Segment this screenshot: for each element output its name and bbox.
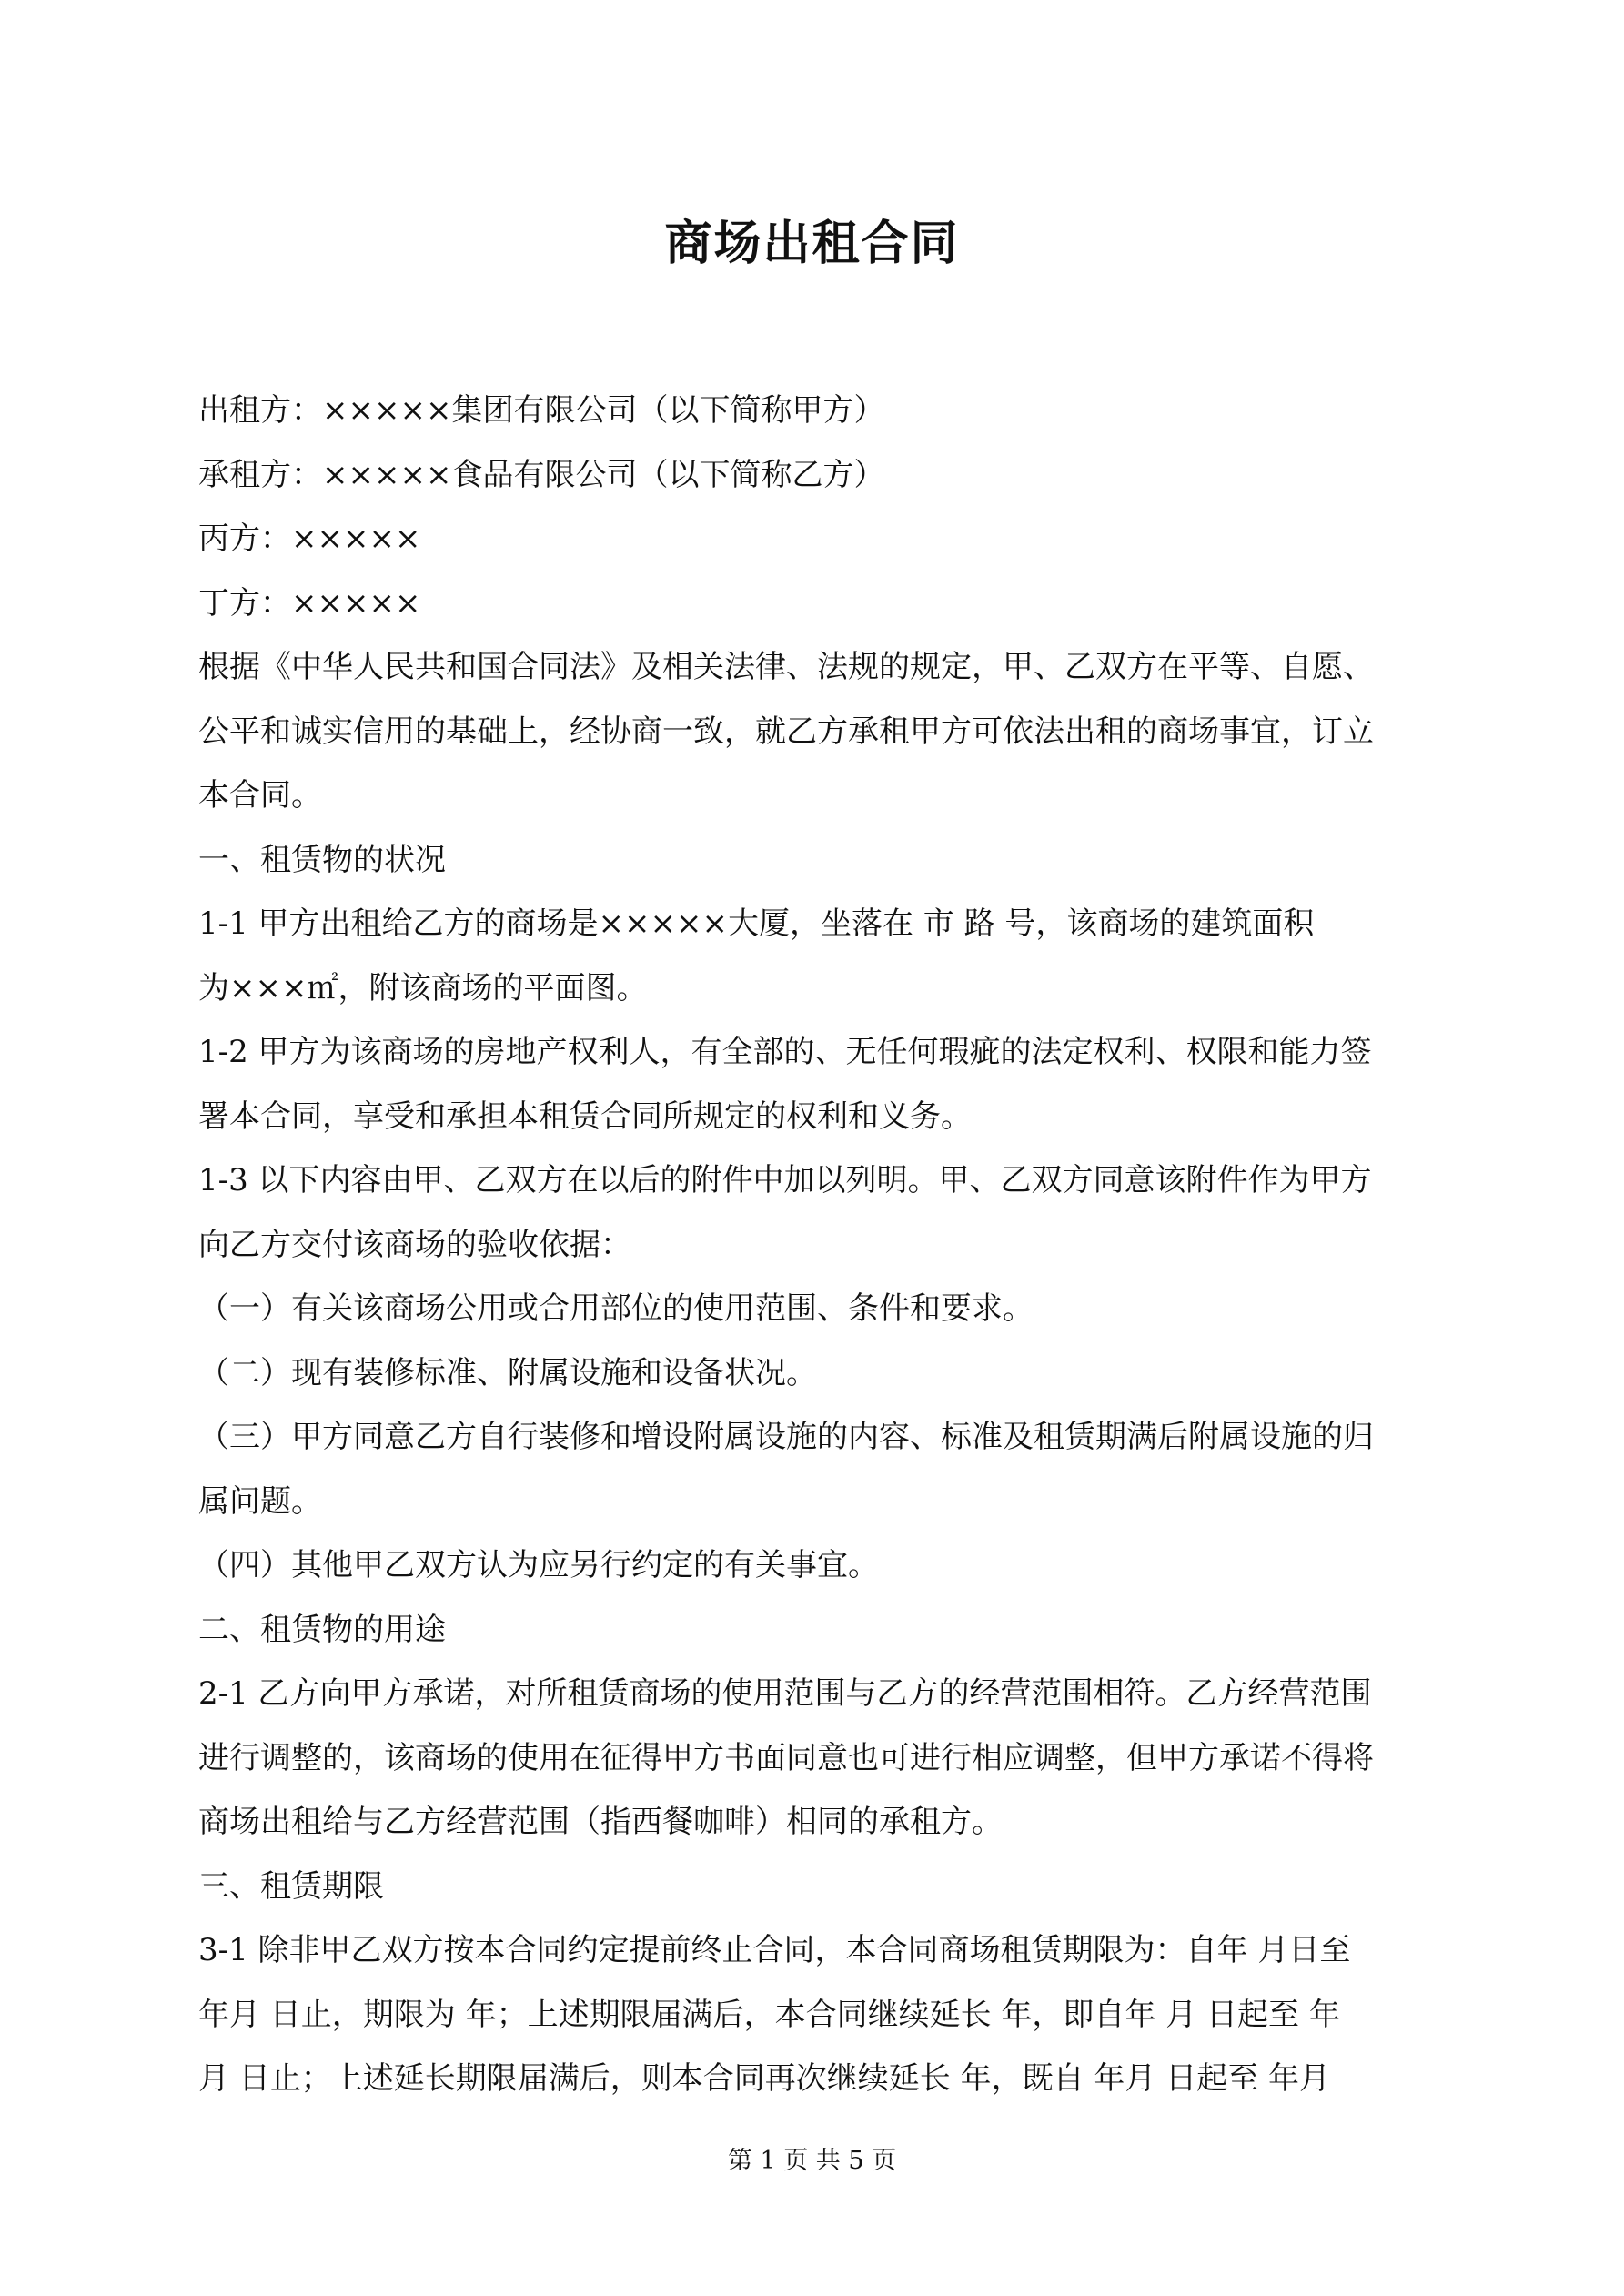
list-item: （二）现有装修标准、附属设施和设备状况。: [198, 1354, 817, 1391]
section-heading: 二、租赁物的用途: [198, 1611, 446, 1648]
party-d-line: 丁方：×××××: [198, 584, 421, 622]
preamble-line: 本合同。: [198, 777, 322, 814]
clause-line: 署本合同，享受和承担本租赁合同所规定的权利和义务。: [198, 1097, 972, 1135]
clause-line: 1-2 甲方为该商场的房地产权利人，有全部的、无任何瑕疵的法定权利、权限和能力签: [198, 1034, 1372, 1070]
clause-line: 进行调整的，该商场的使用在征得甲方书面同意也可进行相应调整，但甲方承诺不得将: [198, 1739, 1374, 1776]
list-item: （一）有关该商场公用或合用部位的使用范围、条件和要求。: [198, 1290, 1034, 1327]
clause-line: 3-1 除非甲乙双方按本合同约定提前终止合同，本合同商场租赁期限为：自年 月日至: [198, 1932, 1351, 1968]
clause-line: 商场出租给与乙方经营范围（指西餐咖啡）相同的承租方。: [198, 1804, 1003, 1840]
clause-line: 为×××㎡，附该商场的平面图。: [198, 969, 648, 1006]
preamble-line: 公平和诚实信用的基础上，经协商一致，就乙方承租甲方可依法出租的商场事宜，订立: [198, 713, 1374, 750]
clause-line: 年月 日止，期限为 年；上述期限届满后，本合同继续延长 年，即自年 月 日起至 年: [198, 1996, 1340, 2033]
party-b-line: 承租方：×××××食品有限公司（以下简称乙方）: [198, 456, 885, 493]
section-heading: 一、租赁物的状况: [198, 841, 446, 878]
clause-line: 1-3 以下内容由甲、乙双方在以后的附件中加以列明。甲、乙双方同意该附件作为甲方: [198, 1162, 1372, 1199]
party-a-line: 出租方：×××××集团有限公司（以下简称甲方）: [198, 392, 885, 429]
clause-line: 2-1 乙方向甲方承诺，对所租赁商场的使用范围与乙方的经营范围相符。乙方经营范围: [198, 1675, 1372, 1712]
section-heading: 三、租赁期限: [198, 1867, 384, 1905]
contract-body: [198, 379, 1445, 2111]
party-c-line: 丙方：×××××: [198, 521, 421, 557]
list-item: 属问题。: [198, 1482, 322, 1520]
clause-line: 月 日止；上述延长期限届满后，则本合同再次继续延长 年，既自 年月 日起至 年月: [198, 2060, 1331, 2097]
preamble-line: 根据《中华人民共和国合同法》及相关法律、法规的规定，甲、乙双方在平等、自愿、: [198, 649, 1374, 685]
clause-line: 1-1 甲方出租给乙方的商场是×××××大厦，坐落在 市 路 号，该商场的建筑面积: [198, 905, 1315, 942]
list-item: （三）甲方同意乙方自行装修和增设附属设施的内容、标准及租赁期满后附属设施的归: [198, 1419, 1374, 1455]
list-item: （四）其他甲乙双方认为应另行约定的有关事宜。: [198, 1547, 879, 1583]
document-title: 商场出租合同: [664, 216, 960, 271]
page-footer: 第 1 页 共 5 页: [727, 2147, 897, 2175]
clause-line: 向乙方交付该商场的验收依据：: [198, 1226, 631, 1263]
